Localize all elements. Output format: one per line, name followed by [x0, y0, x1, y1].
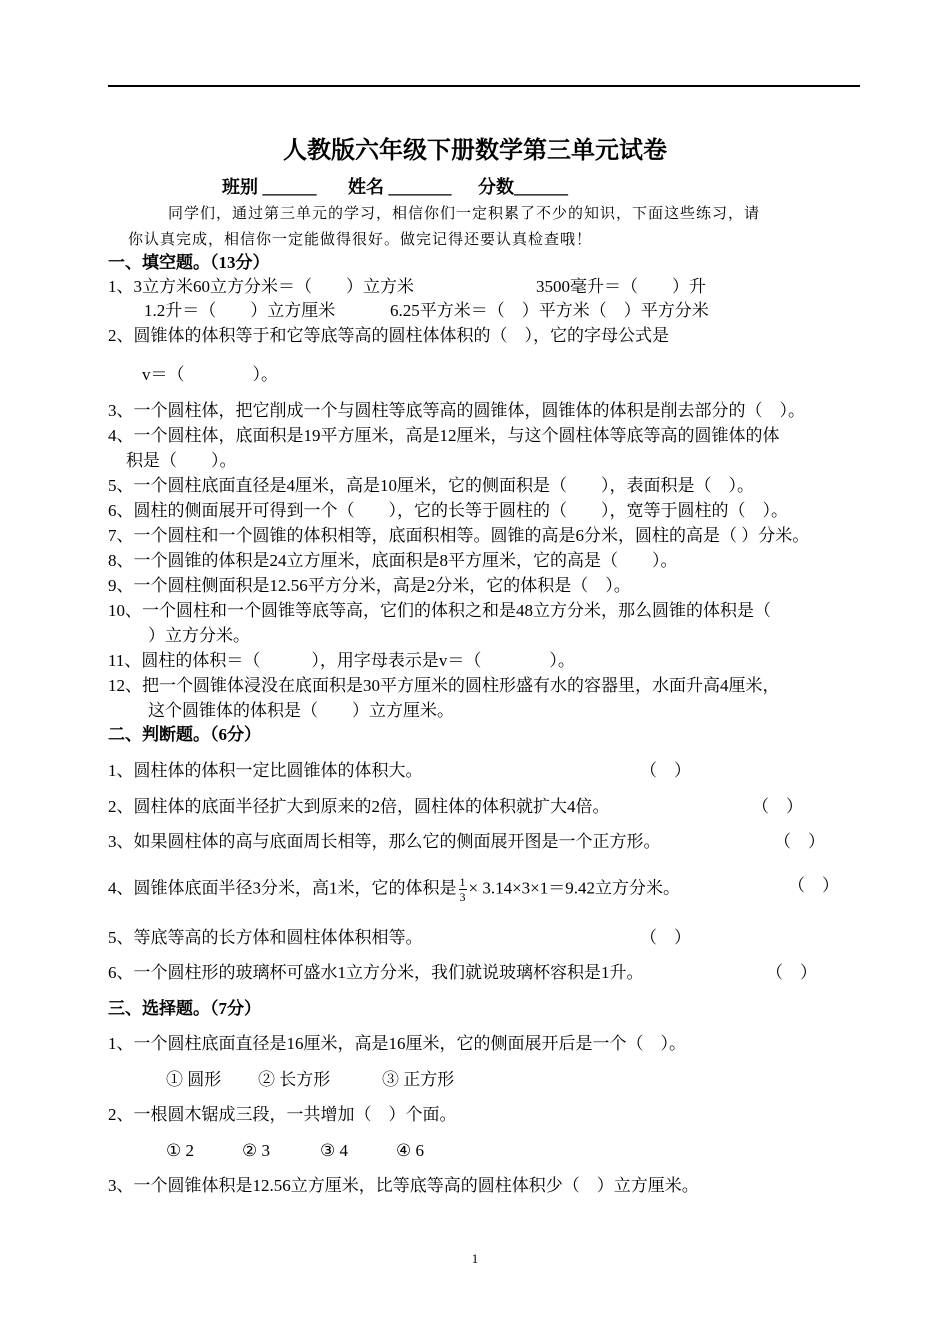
intro-line-2: 你认真完成，相信你一定能做得很好。做完记得还要认真检查哦！ [128, 230, 593, 248]
fill-q10b: ）立方分米。 [148, 626, 250, 645]
choice-q2-option-2: ② 3 [242, 1141, 270, 1160]
judge-mark-2: （ ） [752, 797, 803, 816]
judge-item-2: 2、圆柱体的底面半径扩大到原来的2倍，圆柱体的体积就扩大4倍。 [108, 797, 610, 816]
score-label: 分数 [478, 177, 514, 197]
one-third-fraction [459, 875, 467, 904]
judge-mark-4: （ ） [788, 876, 839, 895]
fill-q1c: 1.2升＝（ ）立方厘米 [144, 301, 336, 320]
page-title: 人教版六年级下册数学第三单元试卷 [283, 138, 667, 164]
class-field [222, 176, 317, 198]
judge-mark-1: （ ） [640, 761, 691, 780]
choice-q1-option-3: ③ 正方形 [382, 1070, 455, 1089]
fill-q2b: v＝（ ）。 [142, 365, 278, 384]
fill-q1b: 3500毫升＝（ ）升 [536, 277, 706, 296]
fill-q1d: 6.25平方米＝（ ）平方米（ ）平方分米 [390, 301, 709, 320]
section-choice-heading: 三、选择题。（7分） [108, 999, 261, 1018]
fill-q8: 8、一个圆锥的体积是24立方厘米，底面积是8平方厘米，它的高是（ ）。 [108, 551, 678, 570]
header-rule [108, 85, 860, 87]
fill-q9: 9、一个圆柱侧面积是12.56平方分米，高是2分米，它的体积是（ ）。 [108, 576, 631, 595]
judge-item-6: 6、一个圆柱形的玻璃杯可盛水1立方分米，我们就说玻璃杯容积是1升。 [108, 963, 644, 982]
choice-q1-option-2: ② 长方形 [258, 1070, 331, 1089]
fill-q11: 11、圆柱的体积＝（ ），用字母表示是v＝（ ）。 [108, 651, 575, 670]
fill-q10a: 10、一个圆柱和一个圆锥等底等高，它们的体积之和是48立方分米，那么圆锥的体积是（ [108, 601, 771, 620]
section-fill-heading: 一、填空题。（13分） [108, 253, 270, 272]
name-field [348, 176, 452, 198]
judge-mark-5: （ ） [640, 928, 691, 947]
judge-item-4 [108, 875, 680, 904]
class-label: 班别 [222, 177, 258, 197]
intro-line-1: 同学们，通过第三单元的学习，相信你们一定积累了不少的知识，下面这些练习，请 [168, 204, 761, 222]
class-blank: ______ [262, 177, 317, 197]
judge-item-5: 5、等底等高的长方体和圆柱体体积相等。 [108, 928, 423, 947]
judge-mark-3: （ ） [774, 832, 825, 851]
fill-q1a: 1、3立方米60立方分米＝（ ）立方米 [108, 277, 414, 296]
judge-item-1: 1、圆柱体的体积一定比圆锥体的体积大。 [108, 761, 423, 780]
fill-q6: 6、圆柱的侧面展开可得到一个（ ），它的长等于圆柱的（ ），宽等于圆柱的（ ）。 [108, 501, 788, 520]
fill-q5: 5、一个圆柱底面直径是4厘米，高是10厘米，它的侧面积是（ ），表面积是（ ）。 [108, 476, 754, 495]
fraction-denominator: 3 [459, 890, 466, 904]
score-field [478, 176, 568, 198]
choice-q3: 3、一个圆锥体积是12.56立方厘米，比等底等高的圆柱体积少（ ）立方厘米。 [108, 1176, 699, 1195]
choice-q1: 1、一个圆柱底面直径是16厘米，高是16厘米，它的侧面展开后是一个（ ）。 [108, 1034, 686, 1053]
fill-q2a: 2、圆锥体的体积等于和它等底等高的圆柱体体积的（ ），它的字母公式是 [108, 326, 669, 345]
choice-q2-option-1: ① 2 [166, 1141, 194, 1160]
judge-item-4-text-after: × 3.14×3×1＝9.42立方分米。 [468, 878, 681, 898]
choice-q2-option-4: ④ 6 [396, 1141, 424, 1160]
fill-q3: 3、一个圆柱体，把它削成一个与圆柱等底等高的圆锥体，圆锥体的体积是削去部分的（ ）。 [108, 401, 805, 420]
fraction-numerator: 1 [459, 875, 466, 889]
choice-q2-option-3: ③ 4 [320, 1141, 348, 1160]
judge-item-3: 3、如果圆柱体的高与底面周长相等，那么它的侧面展开图是一个正方形。 [108, 832, 661, 851]
choice-q2: 2、一根圆木锯成三段，一共增加（ ）个面。 [108, 1105, 457, 1124]
fill-q12b: 这个圆锥体的体积是（ ）立方厘米。 [148, 701, 454, 720]
section-judge-heading: 二、判断题。（6分） [108, 725, 261, 744]
fill-q7: 7、一个圆柱和一个圆锥的体积相等，底面积相等。圆锥的高是6分米，圆柱的高是（ ）分米。 [108, 526, 810, 545]
judge-item-4-text-before: 4、圆锥体底面半径3分米，高1米，它的体积是 [108, 878, 457, 898]
fill-q4b: 积是（ ）。 [126, 451, 237, 470]
page-number: 1 [471, 1251, 479, 1266]
choice-q1-option-1: ① 圆形 [166, 1070, 222, 1089]
judge-mark-6: （ ） [766, 963, 817, 982]
name-label: 姓名 [348, 177, 384, 197]
fill-q4a: 4、一个圆柱体，底面积是19平方厘米，高是12厘米，与这个圆柱体等底等高的圆锥体的体 [108, 426, 780, 445]
name-blank: _______ [388, 177, 452, 197]
score-blank: ______ [514, 177, 568, 197]
fill-q12a: 12、把一个圆锥体浸没在底面积是30平方厘米的圆柱形盛有水的容器里，水面升高4厘米， [108, 676, 780, 695]
